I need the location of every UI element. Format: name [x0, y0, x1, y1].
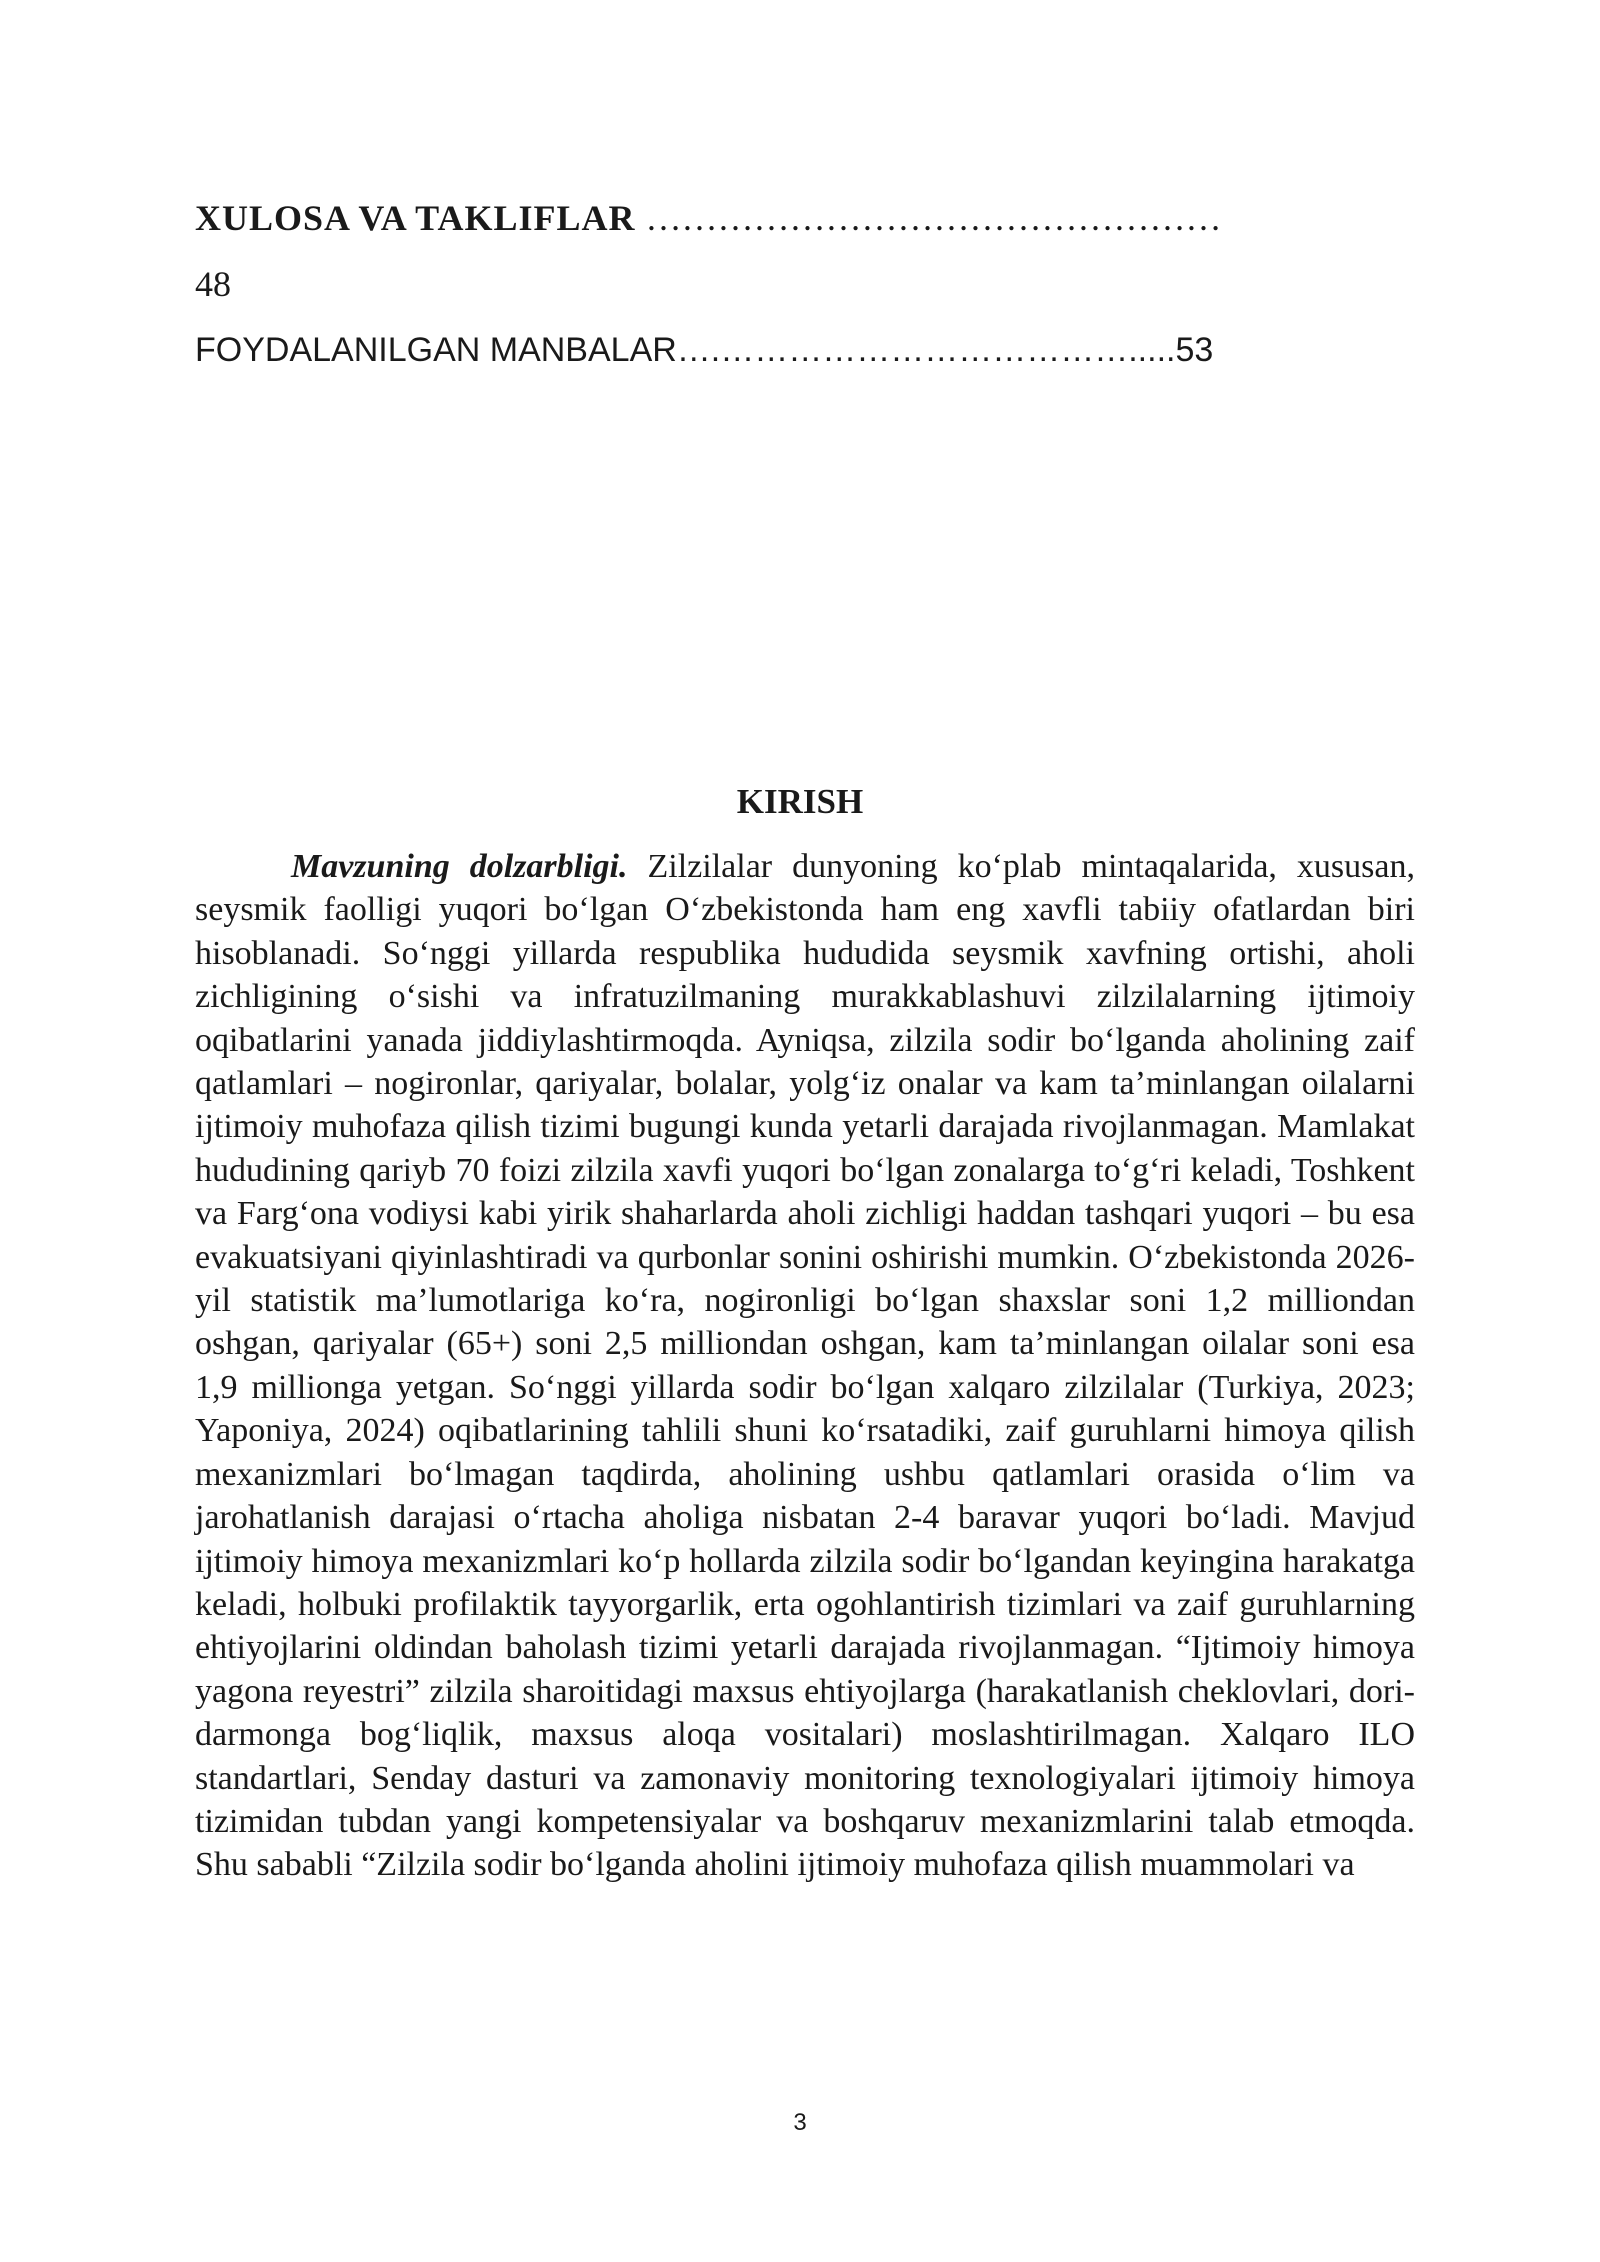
- page-number: 3: [793, 2109, 807, 2136]
- toc-entry-conclusion: [195, 196, 1221, 240]
- body-text: Zilzilalar dunyoning ko‘plab mintaqalarida, xususan, seysmik faolligi yuqori bo‘lgan O‘zbekistonda ham eng xavfli tabiiy ofatlardan biri hisoblanadi. So‘nggi yillarda respublika hududida seysmik xavfning ortishi, aholi zichligining o‘sishi va infratuzilmaning murakkablashuvi zilzilalarning ijtimoiy oqibatlarini yanada jiddiylashtirmoqda. Ayniqsa, zilzila sodir bo‘lganda aholining zaif qatlamlari – nogironlar, qariyalar, bolalar, yolg‘iz onalar va kam ta’minlangan oilalarni ijtimoiy muhofaza qilish tizimi bugungi kunda yetarli darajada rivojlanmagan. Mamlakat hududining qariyb 70 foizi zilzila xavfi yuqori bo‘lgan zonalarga to‘g‘ri keladi, Toshkent va Farg‘ona vodiysi kabi yirik shaharlarda aholi zichligi haddan tashqari yuqori – bu esa evakuatsiyani qiyinlashtiradi va qurbonlar sonini oshirishi mumkin. O‘zbekistonda 2026-yil statistik ma’lumotlariga ko‘ra, nogironligi bo‘lgan shaxslar soni 1,2 milliondan oshgan, qariyalar (65+) soni 2,5 milliondan oshgan, kam ta’minlangan oilalar soni esa 1,9 millionga yetgan. So‘nggi yillarda sodir bo‘lgan xalqaro zilzilalar (Turkiya, 2023; Yaponiya, 2024) oqibatlarining tahlili shuni ko‘rsatadiki, zaif guruhlarni himoya qilish mexanizmlari bo‘lmagan taqdirda, aholining ushbu qatlamlari orasida o‘lim va jarohatlanish darajasi o‘rtacha aholiga nisbatan 2-4 baravar yuqori bo‘ladi. Mavjud ijtimoiy himoya mexanizmlari ko‘p hollarda zilzila sodir bo‘lgandan keyingina harakatga keladi, holbuki profilaktik tayyorgarlik, erta ogohlantirish tizimlari va zaif guruhlarning ehtiyojlarini oldindan baholash tizimi yetarli darajada rivojlanmagan. “Ijtimoiy himoya yagona reyestri” zilzila sharoitidagi maxsus ehtiyojlarga (harakatlanish cheklovlari, dori-darmonga bog‘liqlik, maxsus aloqa vositalari) moslashtirilmagan. Xalqaro ILO standartlari, Senday dasturi va zamonaviy monitoring texnologiyalari ijtimoiy himoya tizimidan tubdan yangi kompetensiyalar va boshqaruv mexanizmlarini talab etmoqda. Shu sababli “Zilzila sodir bo‘lganda aholini ijtimoiy muhofaza qilish muammolari va: [195, 848, 1415, 1884]
- toc-entry-sources: FOYDALANILGAN MANBALAR….……………………………….....53: [195, 331, 1214, 369]
- section-title: KIRISH: [736, 782, 864, 821]
- toc-conclusion-title: XULOSA VA TAKLIFLAR: [195, 198, 636, 238]
- toc-conclusion-dots: …………………………………………: [645, 198, 1222, 238]
- lead-phrase: Mavzuning dolzarbligi.: [291, 848, 628, 885]
- toc-conclusion-page-number: 48: [195, 264, 231, 304]
- section-body-paragraph: [195, 845, 1415, 1887]
